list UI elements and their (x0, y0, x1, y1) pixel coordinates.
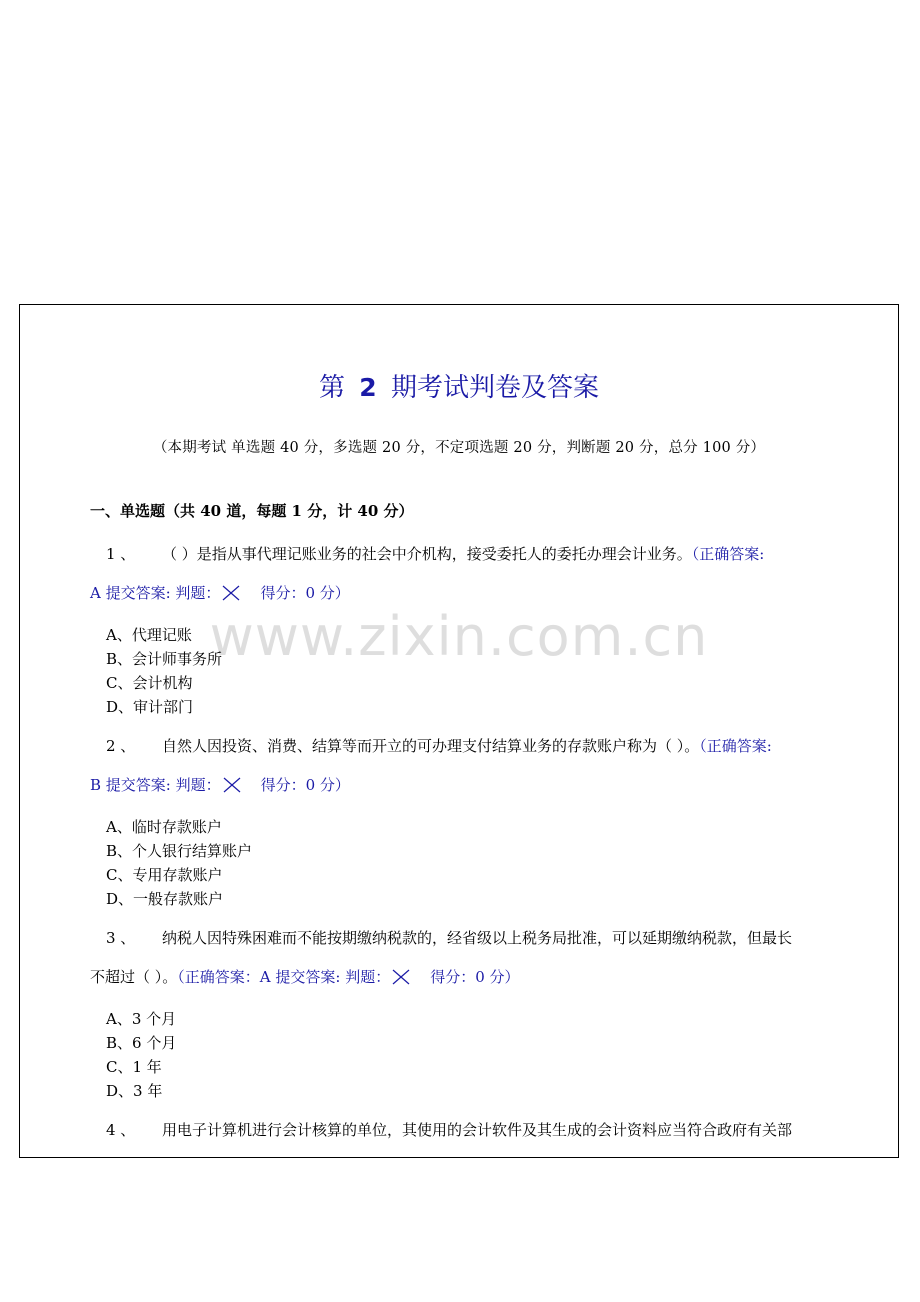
cross-icon (222, 585, 240, 601)
title-suffix: 期考试判卷及答案 (390, 373, 599, 403)
question-number: 4 、 (106, 1121, 136, 1139)
option-b: B、会计师事务所 (106, 650, 223, 668)
option-c: C、1 年 (106, 1058, 162, 1076)
score: 得分：0 分） (260, 584, 350, 602)
watermark: www.zixin.com.cn (209, 605, 709, 668)
page-title (20, 367, 898, 404)
question-text-cont: 不超过（ ）。 (90, 968, 178, 986)
question-text: 自然人因投资、消费、结算等而开立的可办理支付结算业务的存款账户称为（ ）。 (162, 737, 700, 755)
option-d: D、审计部门 (106, 698, 194, 716)
question-1-line1 (90, 543, 830, 564)
question-number: 1 、 (106, 545, 136, 563)
title-prefix: 第 (319, 373, 346, 403)
answer-status: A 提交答案: 判题： (90, 584, 221, 602)
question-2-line1 (90, 735, 830, 756)
section-heading: 一、单选题（共 40 道，每题 1 分，计 40 分） (90, 502, 414, 520)
answer-label: （正确答案: (699, 737, 772, 755)
question-3-line2 (90, 966, 830, 987)
option-d: D、3 年 (106, 1082, 163, 1100)
title-number: 2 (359, 373, 377, 402)
cross-icon (392, 969, 410, 985)
option-a: A、3 个月 (106, 1010, 177, 1028)
answer-status: （正确答案：A 提交答案: 判题： (177, 968, 391, 986)
question-3-line1 (90, 927, 830, 948)
option-c: C、专用存款账户 (106, 866, 223, 884)
answer-status: B 提交答案: 判题： (90, 776, 221, 794)
answer-label: （正确答案: (691, 545, 765, 563)
question-text: 纳税人因特殊困难而不能按期缴纳税款的，经省级以上税务局批准，可以延期缴纳税款，但最长 (162, 929, 793, 947)
question-2-line2 (90, 774, 830, 795)
question-number: 2 、 (106, 737, 136, 755)
question-4-line1 (90, 1119, 830, 1140)
option-b: B、6 个月 (106, 1034, 177, 1052)
option-a: A、代理记账 (106, 626, 192, 644)
score: 得分：0 分） (260, 776, 350, 794)
cross-icon (223, 777, 241, 793)
question-text: （ ）是指从事代理记账业务的社会中介机构，接受委托人的委托办理会计业务。 (162, 545, 692, 563)
question-number: 3 、 (106, 929, 136, 947)
option-c: C、会计机构 (106, 674, 193, 692)
option-d: D、一般存款账户 (106, 890, 224, 908)
score-summary: （本期考试 单选题 40 分，多选题 20 分，不定项选题 20 分，判断题 20 分，总分 100 分） (152, 440, 766, 456)
option-a: A、临时存款账户 (106, 818, 222, 836)
score: 得分：0 分） (430, 968, 520, 986)
question-1-line2 (90, 582, 830, 603)
option-b: B、个人银行结算账户 (106, 842, 253, 860)
exam-sheet (19, 304, 899, 1158)
question-text: 用电子计算机进行会计核算的单位，其使用的会计软件及其生成的会计资料应当符合政府有关部 (162, 1121, 793, 1139)
